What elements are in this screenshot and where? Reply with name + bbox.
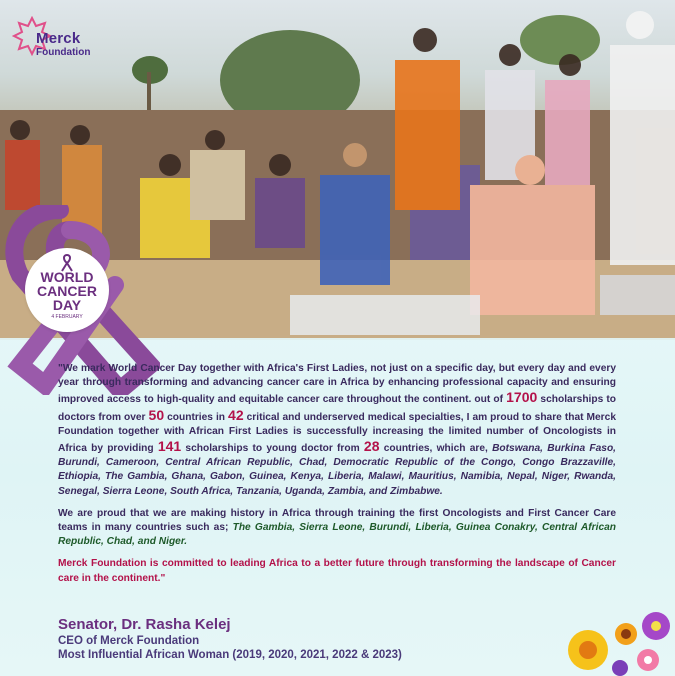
quote-paragraph-1: "We mark World Cancer Day together with Africa's First Ladies, not just on a specific day, but every day and every year through transforming and advancing cancer care in Africa by enhancing professional capacity and ensuring improved access to high-quality and equitable cancer care throughout the continent. out of 1700 scholarships to doctors from over 50 countries in 42 critical and underserved medical specialties, I am proud to share that Merck Foundation together with African First Ladies is successfully increasing the limited number of Oncologists in Africa by providing 141 scholarships to young doctor from 28 countries, which are, Botswana, Burkina Faso, Burundi, Cameroon, Central African Republic, Chad, Democratic Republic of the Congo, Congo Brazzaville, Ethiopia, The Gambia, Ghana, Gabon, Guinea, Kenya, Liberia, Malawi, Mauritius, Namibia, Nepal, Niger, Rwanda, Senegal, Sierra Leone, South Africa, Tanzania, Uganda, Zambia, and Zimbabwe. — [58, 363, 617, 497]
world-cancer-day-badge — [27, 250, 107, 330]
stat-oncology-scholarships: 141 — [157, 438, 182, 455]
country-list-1: Botswana, Burkina Faso, Burundi, Cameroon, Central African Republic, Chad, Democratic Republic of the Congo, Congo Brazzaville, Ethiopia, The Gambia, Ghana, Gabon, Guinea, Kenya, Liberia, Malawi, Mauritius, Namibia, Nepal, Niger, Rwanda, Senegal, Sierra Leone, South Africa, Tanzania, Uganda, Zambia, and Zimbabwe. — [58, 443, 616, 497]
quote-paragraph-3: Merck Foundation is committed to leading Africa to a better future through transforming the landscape of Cancer care in the continent." — [58, 558, 616, 584]
badge-line-cancer: CANCER — [37, 283, 97, 299]
signature-block — [58, 616, 478, 662]
badge-line-day: DAY — [52, 297, 82, 313]
stat-oncology-countries: 28 — [363, 438, 380, 455]
stat-scholarships-total: 1700 — [506, 389, 538, 406]
merck-foundation-logo — [10, 14, 90, 70]
stat-specialties: 42 — [228, 406, 244, 423]
badge-date: 4 FEBRUARY — [51, 314, 83, 320]
signatory-honor: Most Influential African Woman (2019, 2020, 2021, 2022 & 2023) — [58, 649, 402, 661]
flowers-decoration-icon — [560, 606, 675, 676]
signatory-title: CEO of Merck Foundation — [58, 635, 200, 647]
quote-paragraph-2: We are proud that we are making history in Africa through training the first Oncologists and First Cancer Care teams in many countries such as; The Gambia, Sierra Leone, Burundi, Liberia, Guinea Conakry, Central African Republic, Chad, and Niger. — [58, 507, 617, 548]
badge-line-world: WORLD — [40, 269, 94, 285]
quote-text — [58, 362, 616, 594]
stat-countries: 50 — [148, 406, 165, 423]
country-list-2: The Gambia, Sierra Leone, Burundi, Liberia, Guinea Conakry, Central African Republic, Chad, and Niger. — [58, 522, 617, 548]
signatory-name: Senator, Dr. Rasha Kelej — [58, 616, 231, 633]
logo-word-merck: Merck — [36, 30, 81, 47]
logo-word-foundation: Foundation — [36, 47, 91, 58]
